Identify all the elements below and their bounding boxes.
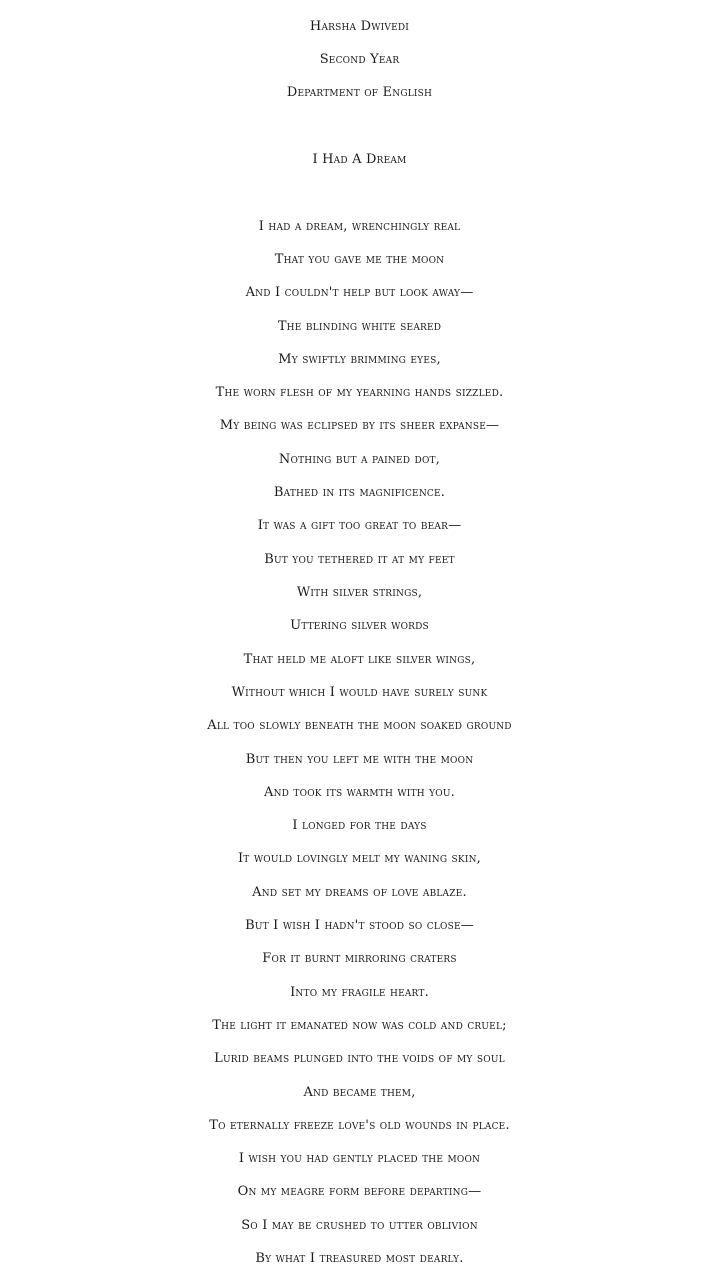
author-name: Harsha Dwivedi <box>309 19 410 34</box>
poem-line: The light it emanated now was cold and cruel; <box>212 1018 507 1033</box>
poem-line: It would lovingly melt my waning skin, <box>237 851 482 866</box>
poem-line: On my meagre form before departing— <box>237 1184 482 1199</box>
poem-line: That you gave me the moon <box>274 252 445 267</box>
poem-line: And became them, <box>303 1085 416 1100</box>
poem-line: But you tethered it at my feet <box>264 552 455 567</box>
poem-line: But I wish I hadn't stood so close— <box>245 918 474 933</box>
poem-line: The worn flesh of my yearning hands sizzled. <box>215 385 504 400</box>
poem-line: Lurid beams plunged into the voids of my soul <box>214 1051 505 1066</box>
poem-line: The blinding white seared <box>277 319 442 334</box>
poem-line: Nothing but a pained dot, <box>278 452 441 467</box>
poem-line: Bathed in its magnificence. <box>273 485 446 500</box>
poem-line: By what I treasured most dearly. <box>255 1251 464 1266</box>
poem-line: That held me aloft like silver wings, <box>243 652 476 667</box>
poem-line: My swiftly brimming eyes, <box>278 352 441 367</box>
poem-line: With silver strings, <box>296 585 423 600</box>
poem-line: My being was eclipsed by its sheer expanse— <box>219 418 500 433</box>
poem-line: I longed for the days <box>292 818 427 833</box>
academic-year: Second Year <box>319 52 400 67</box>
poem-line: And I couldn't help but look away— <box>245 285 474 300</box>
poem-line: For it burnt mirroring craters <box>262 951 457 966</box>
poem-line: Uttering silver words <box>290 618 429 633</box>
poem-line: All too slowly beneath the moon soaked ground <box>207 718 512 733</box>
poem-line: Without which I would have surely sunk <box>231 685 488 700</box>
poem-line: So I may be crushed to utter oblivion <box>241 1218 478 1233</box>
poem-line: To eternally freeze love's old wounds in place. <box>209 1118 510 1133</box>
poem-line: And took its warmth with you. <box>264 785 455 800</box>
poem-line: Into my fragile heart. <box>290 985 429 1000</box>
poem-line: But then you left me with the moon <box>245 752 474 767</box>
poem-line: And set my dreams of love ablaze. <box>252 885 467 900</box>
poem-line: I had a dream, wrenchingly real <box>258 219 461 234</box>
poem-line: I wish you had gently placed the moon <box>238 1151 481 1166</box>
poem-title: I Had A Dream <box>312 152 407 167</box>
poem-line: It was a gift too great to bear— <box>257 518 462 533</box>
department-name: Department of English <box>286 85 433 100</box>
